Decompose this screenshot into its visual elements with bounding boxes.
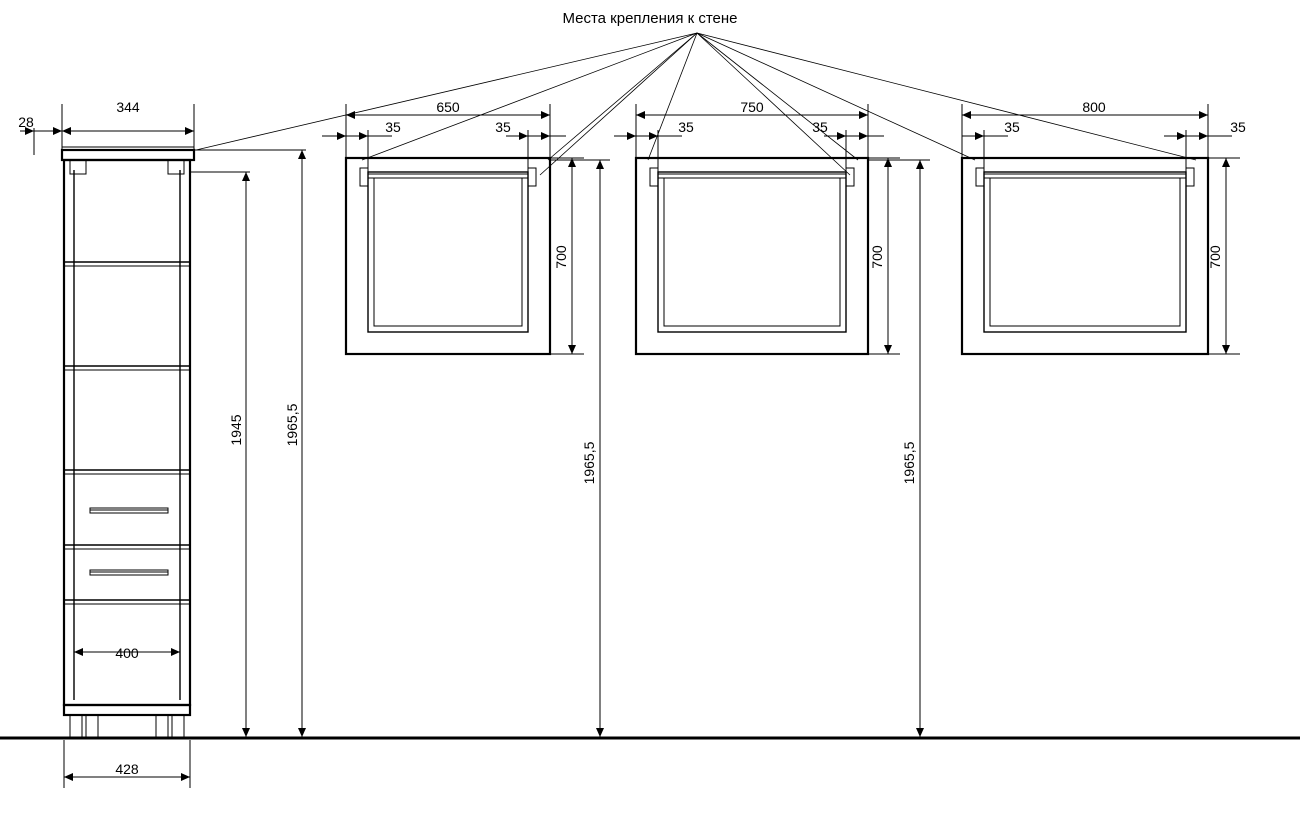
dim-label-35-750-right: 35 [812, 119, 828, 135]
dim-35-750-left [614, 130, 682, 168]
wall-cabinet-650-drawing [346, 158, 550, 354]
dim-label-750: 750 [740, 99, 764, 115]
dim-label-650: 650 [436, 99, 460, 115]
drawer-handle [90, 508, 168, 513]
dim-label-35-800-right: 35 [1230, 119, 1246, 135]
dim-label-700-800: 700 [1207, 245, 1223, 269]
dim-1945 [190, 172, 250, 737]
dim-label-700-650: 700 [553, 245, 569, 269]
dim-label-35-750-left: 35 [678, 119, 694, 135]
page-title: Места крепления к стене [562, 10, 738, 27]
dim-label-28: 28 [18, 114, 34, 130]
dim-label-1965-5-650: 1965,5 [581, 441, 597, 485]
dim-label-1965-5-750: 1965,5 [901, 441, 917, 485]
wall-cabinet-750-drawing [636, 158, 868, 354]
dim-label-428: 428 [115, 761, 139, 777]
drawer-handle [90, 570, 168, 575]
wall-cabinet-800-drawing [962, 158, 1208, 354]
dim-label-35-650-left: 35 [385, 119, 401, 135]
dim-35-650-right [506, 130, 566, 168]
dim-label-400: 400 [115, 645, 139, 661]
dim-35-800-left [962, 130, 1008, 168]
dim-label-800: 800 [1082, 99, 1106, 115]
dim-label-35-650-right: 35 [495, 119, 511, 135]
dim-label-35-800-left: 35 [1004, 119, 1020, 135]
dim-35-750-right [824, 130, 884, 168]
dim-label-344: 344 [116, 99, 140, 115]
dim-35-650-left [322, 130, 392, 168]
dim-label-1945: 1945 [228, 414, 244, 446]
dim-label-1965-5-left: 1965,5 [284, 403, 300, 447]
dim-35-800-right [1164, 130, 1232, 168]
dim-label-700-750: 700 [869, 245, 885, 269]
